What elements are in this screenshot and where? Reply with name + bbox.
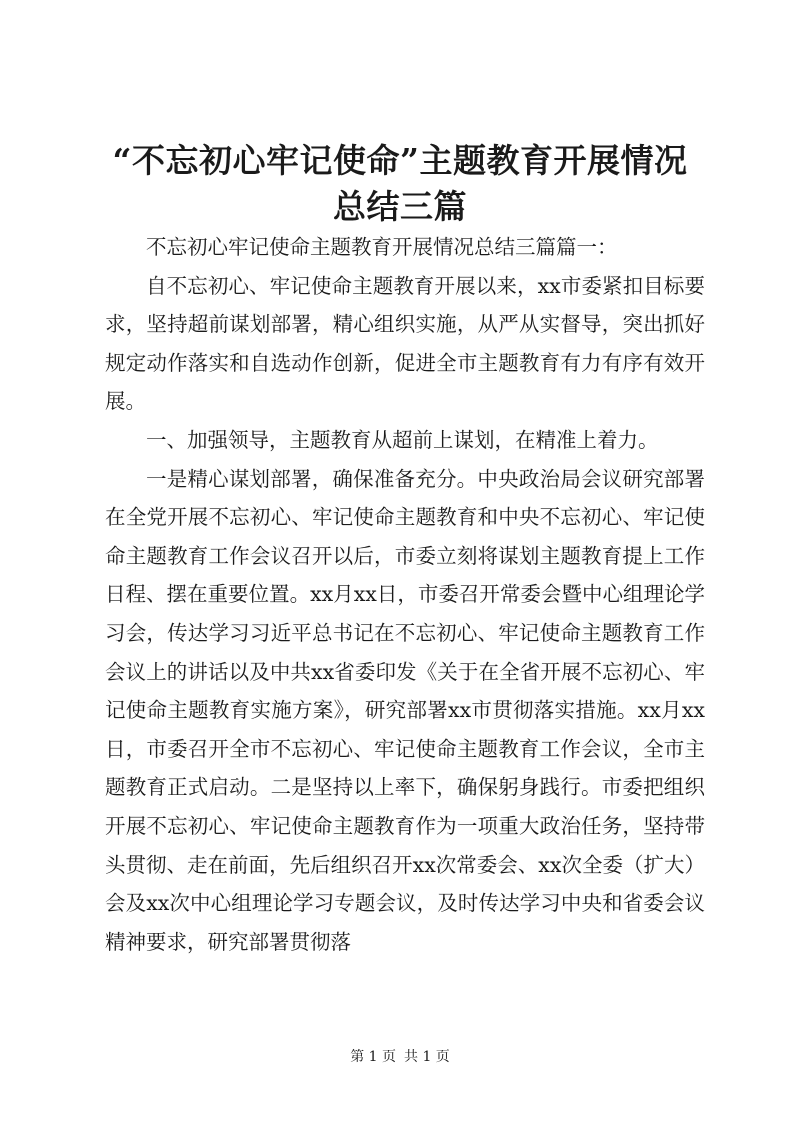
- document-title: “不忘初心牢记使命”主题教育开展情况总结三篇: [112, 141, 688, 226]
- page-footer: [0, 1047, 800, 1067]
- paragraph-intro: 自不忘初心、牢记使命主题教育开展以来，xx市委紧扣目标要求，坚持超前谋划部署，精心组织实施，从严从实督导，突出抓好规定动作落实和自选动作创新，促进全市主题教育有力有序有效开展。: [105, 273, 705, 414]
- paragraph-heading: 不忘初心牢记使命主题教育开展情况总结三篇篇一：: [146, 235, 618, 259]
- paragraph-section-one: 一、加强领导，主题教育从超前上谋划，在精准上着力。: [146, 427, 659, 452]
- paragraph-detail: 一是精心谋划部署，确保准备充分。中央政治局会议研究部署在全党开展不忘初心、牢记使命主题教育和中央不忘初心、牢记使命主题教育工作会议召开以后，市委立刻将谋划主题教育提上工作日程、摆在重要位置。xx月xx日，市委召开常委会暨中心组理论学习会，传达学习习近平总书记在不忘初心、牢记使命主题教育工作会议上的讲话以及中共xx省委印发《关于在全省开展不忘初心、牢记使命主题教育实施方案》，研究部署xx市贯彻落实措施。xx月xx日，市委召开全市不忘初心、牢记使命主题教育工作会议，全市主题教育正式启动。二是坚持以上率下，确保躬身践行。市委把组织开展不忘初心、牢记使命主题教育作为一项重大政治任务，坚持带头贯彻、走在前面，先后组织召开xx次常委会、xx次全委（扩大）会及xx次中心组理论学习专题会议，及时传达学习中央和省委会议精神要求，研究部署贯彻落: [105, 466, 705, 954]
- page-number: 第 1 页: [350, 1049, 396, 1065]
- page-total: 共 1 页: [404, 1049, 450, 1065]
- document-body: [105, 228, 705, 961]
